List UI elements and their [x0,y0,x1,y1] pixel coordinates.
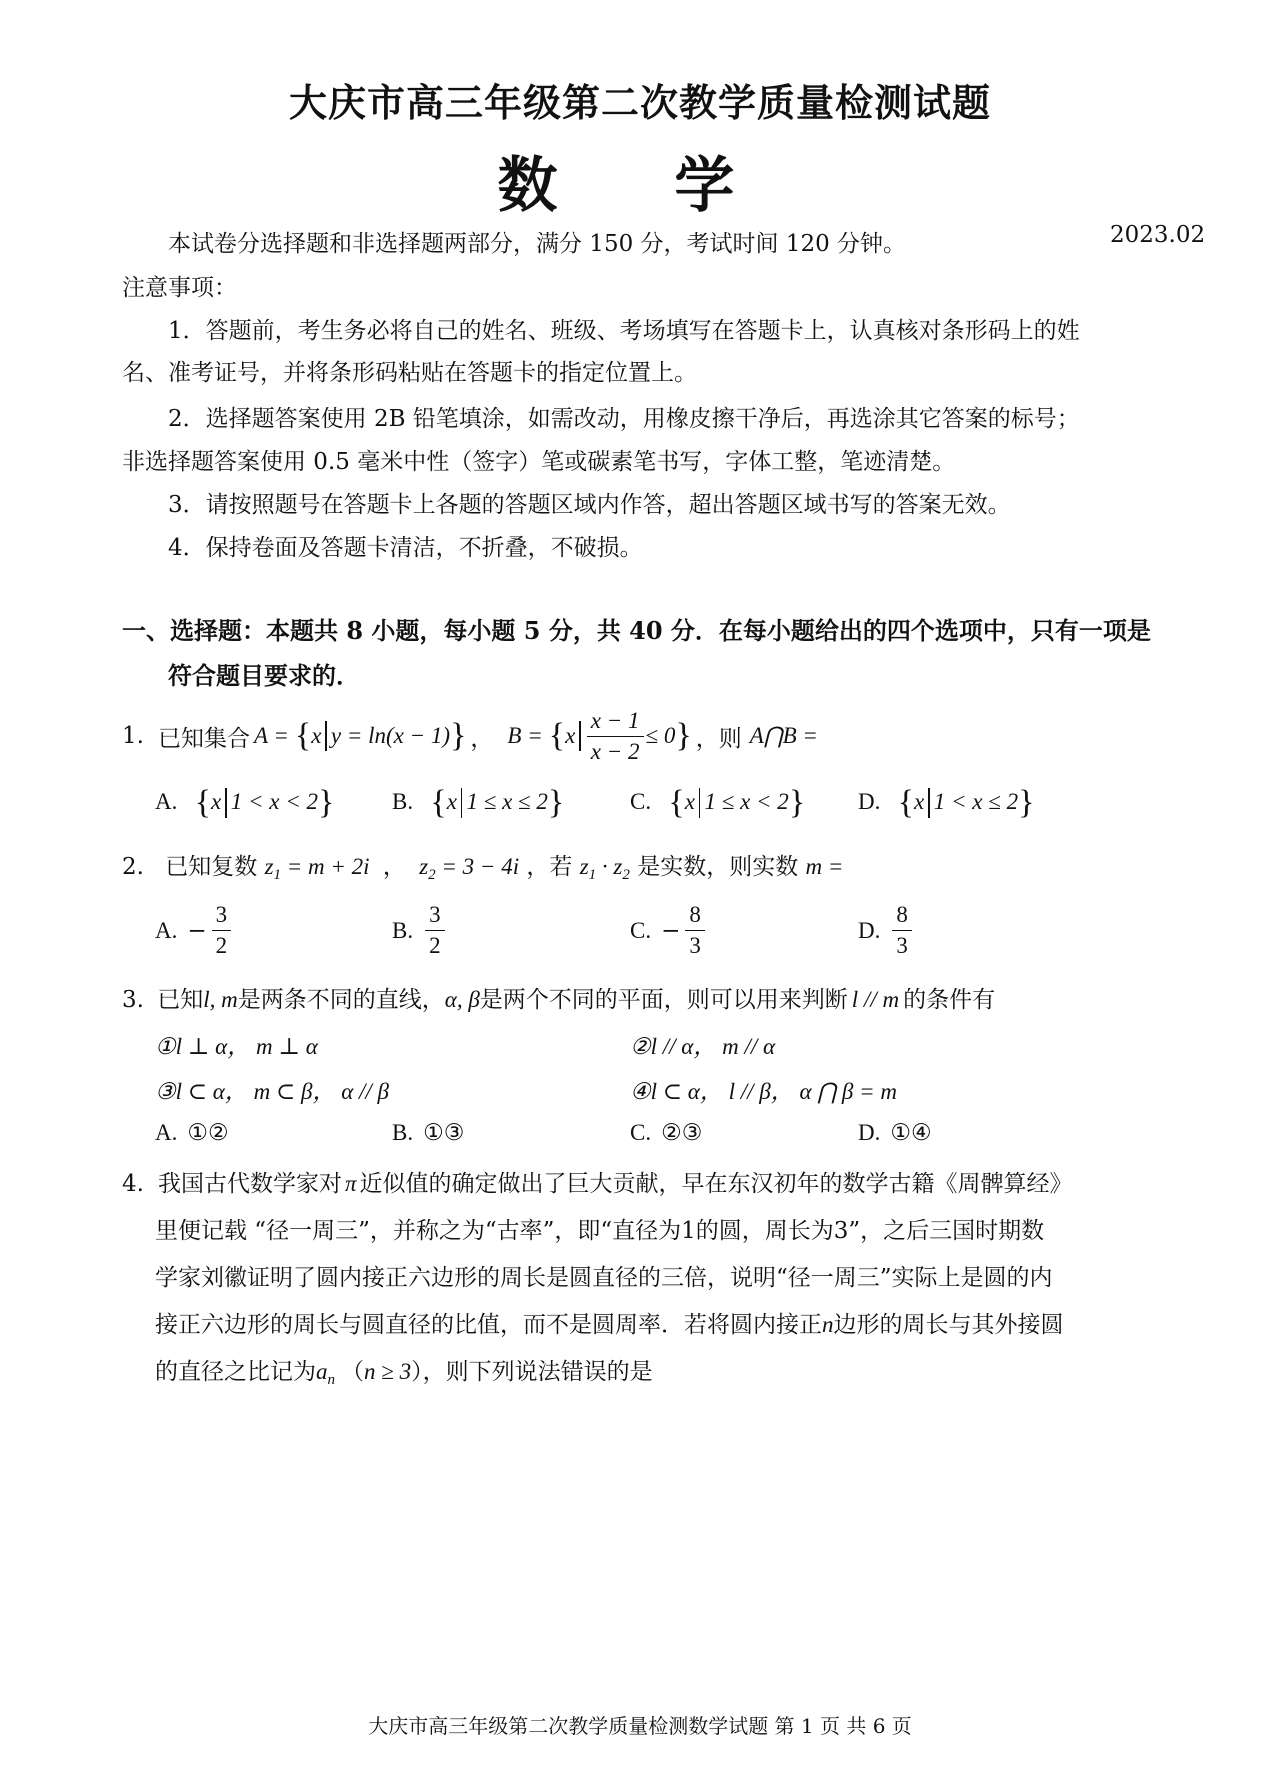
question-4-line-4 [155,1306,1064,1339]
set-var: x [565,723,576,748]
fraction-denominator: 3 [689,933,701,958]
set-var: x [684,789,695,814]
z-subscript: 2 [428,867,436,883]
fraction-numerator: 3 [212,900,232,931]
question-text: 已知复数 [165,854,258,880]
set-var: x [446,789,457,814]
notice-label: 注意事项： [122,275,237,301]
option-fraction [212,900,232,961]
q3-option-b[interactable] [392,1120,464,1146]
set-bar [579,721,581,751]
brace-close: } [1018,784,1035,821]
set-var: x [211,789,222,814]
subject-title: 数 学 [497,151,783,221]
set-bar [461,788,463,818]
brace-close: } [675,717,692,754]
n-subscript: n [327,1372,335,1388]
z-subscript: 2 [622,867,630,883]
set-b-fraction [587,706,644,767]
notice-2b: 非选择题答案使用 0.5 毫米中性（签字）笔或碳素笔书写，字体工整，笔迹清楚。 [122,449,956,475]
z2-var [613,854,630,883]
exam-title: 大庆市高三年级第二次教学质量检测试题 [288,80,991,125]
option-text: ②③ [661,1120,703,1146]
brace-open: { [897,784,915,821]
z2-var [419,854,436,883]
set-a-condition: y = ln(x − 1) [330,723,451,748]
brace-open: { [430,784,447,821]
question-4-line-1 [122,1165,1072,1198]
option-label: A. [155,917,178,943]
q3-condition-2: ②l // α， m // α [630,1034,776,1059]
notice-2a: 2．选择题答案使用 2B 铅笔填涂，如需改动，用橡皮擦干净后，再选涂其它答案的标号； [168,406,1080,432]
section-1-heading: 一、选择题：本题共 8 小题，每小题 5 分，共 40 分．在每小题给出的四个选项中，只有一项是 [122,616,1151,645]
fraction-denominator: 2 [429,933,441,958]
exam-date: 2023.02 [1110,222,1206,248]
question-2 [122,848,843,884]
q2-option-c[interactable] [630,900,707,961]
question-number: 2. [122,854,144,880]
question-text: 的条件有 [903,987,996,1013]
question-text: 是两条不同的直线， [237,987,445,1013]
notice-1b: 名、准考证号，并将条形码粘贴在答题卡的指定位置上。 [122,360,697,386]
q3-condition-1: ①l ⊥ α， m ⊥ α [155,1034,318,1059]
option-text: ①④ [890,1120,932,1146]
option-fraction [425,900,445,961]
brace-open: { [548,717,566,754]
option-fraction [892,900,912,961]
question-3 [122,981,995,1014]
brace-open: { [194,784,212,821]
fraction-numerator: 8 [892,900,912,931]
sequence-symbol [316,1359,335,1388]
fraction-numerator: 3 [425,900,445,931]
option-sign: − [661,917,681,944]
question-text: 是两个不同的平面，则可以用来判断 [479,987,848,1013]
z-symbol: z [264,854,274,879]
set-b-lhs: B = [507,723,543,748]
z1-var [579,854,597,883]
z-symbol: z [613,854,623,879]
option-label: A. [155,1120,178,1145]
set-bar [928,788,930,818]
q3-option-a[interactable] [155,1120,229,1146]
question-4-line-2: 里便记载 “径一周三”，并称之为“古率”，即“直径为1的圆，周长为3”，之后三国时期数 [155,1218,1045,1244]
question-text: 已知 [157,987,204,1013]
brace-close: } [788,784,806,821]
fraction-denominator: x − 2 [590,738,640,764]
notice-1a: 1．答题前，考生务必将自己的姓名、班级、考场填写在答题卡上，认真核对条形码上的姓 [168,318,1080,344]
fraction-numerator: x − 1 [587,706,644,737]
question-text: 接正六边形的周长与圆直径的比值，而不是圆周率．若将圆内接正 [155,1312,822,1338]
q1-option-c[interactable] [630,784,805,822]
comma: ， [382,854,406,880]
notice-3: 3．请按照题号在答题卡上各题的答题区域内作答，超出答题区域书写的答案无效。 [168,492,1011,518]
option-label: B. [392,789,414,814]
paren-open: （ [341,1359,364,1385]
n-condition: n ≥ 3 [364,1359,412,1384]
option-fraction [685,900,705,961]
option-text: ①③ [423,1120,465,1146]
option-condition: 1 < x ≤ 2 [933,789,1019,814]
question-ask: A⋂B = [749,723,818,748]
z-subscript: 1 [273,867,282,883]
brace-close: } [547,784,565,821]
question-number: 1. [122,723,144,749]
set-bar [225,788,227,818]
option-label: C. [630,1120,652,1145]
z-symbol: z [419,854,429,879]
option-label: D. [858,789,881,814]
set-bar [699,788,701,818]
brace-close: } [317,784,335,821]
question-text: ），则下列说法错误的是 [411,1359,653,1385]
q1-option-d[interactable] [858,784,1034,822]
option-label: A. [155,789,178,814]
option-condition: 1 ≤ x ≤ 2 [466,789,548,814]
z2-value: = 3 − 4i [435,854,520,879]
question-4-line-5 [155,1353,653,1389]
z-subscript: 1 [588,867,597,883]
option-label: D. [858,917,881,943]
option-label: B. [392,1120,414,1145]
planes-symbol: α, β [444,987,480,1012]
option-label: C. [630,789,652,814]
brace-open: { [294,717,312,754]
option-label: B. [392,917,414,943]
n-symbol: n [822,1312,834,1337]
section-1-heading-cont: 符合题目要求的． [168,661,360,690]
question-text: ，若 [526,854,573,880]
question-4-line-3: 学家刘徽证明了圆内接正六边形的周长是圆直径的三倍，说明“径一周三”实际上是圆的内 [155,1265,1053,1291]
option-condition: 1 ≤ x < 2 [704,789,789,814]
fraction-denominator: 3 [896,933,908,958]
z-symbol: z [579,854,589,879]
fraction-denominator: 2 [215,933,228,958]
set-a-lhs: A = [253,723,289,748]
z1-value: = m + 2i [281,854,370,879]
brace-close: } [450,717,467,754]
option-sign: − [187,917,207,944]
set-bar [325,721,327,751]
a-symbol: a [316,1359,328,1384]
question-1 [122,706,818,766]
question-ask: m = [805,854,844,879]
exam-summary: 本试卷分选择题和非选择题两部分，满分 150 分，考试时间 120 分钟。 [168,231,907,257]
notice-4: 4．保持卷面及答题卡清洁，不折叠，不破损。 [168,535,643,561]
q3-option-d[interactable] [858,1120,932,1146]
q2-option-a[interactable] [155,900,233,961]
question-number: 3. [122,987,144,1013]
q3-option-c[interactable] [630,1120,702,1146]
fraction-numerator: 8 [685,900,705,931]
product-dot: · [596,854,614,879]
q3-condition-4: ④l ⊂ α， l // β， α ⋂ β = m [630,1079,898,1104]
question-text: 我国古代数学家对 [157,1171,342,1197]
comma: ， [470,725,494,752]
pi-symbol: π [344,1171,357,1196]
q1-option-b[interactable] [392,784,564,822]
parallel-symbol: l // m [851,987,900,1012]
q2-option-b[interactable] [392,900,447,961]
question-text: 近似值的确定做出了巨大贡献，早在东汉初年的数学古籍《周髀算经》 [359,1171,1073,1197]
option-condition: 1 < x < 2 [230,789,318,814]
page-footer: 大庆市高三年级第二次教学质量检测数学试题 第 1 页 共 6 页 [368,1714,912,1738]
q1-option-a[interactable] [155,784,334,822]
option-text: ①② [187,1120,229,1146]
question-text: 是实数，则实数 [637,854,799,880]
set-var: x [311,723,322,748]
lines-symbol: l, m [203,987,238,1012]
question-text: 边形的周长与其外接圆 [833,1312,1064,1338]
option-label: D. [858,1120,881,1145]
q2-option-d[interactable] [858,900,914,961]
option-label: C. [630,917,652,943]
brace-open: { [668,784,685,821]
question-number: 4. [122,1171,144,1197]
question-text: 的直径之比记为 [155,1359,316,1385]
z1-var [264,854,282,883]
q3-condition-3: ③l ⊂ α， m ⊂ β， α // β [155,1079,389,1104]
question-text: 已知集合 [157,725,250,752]
set-var: x [914,789,925,814]
question-text: ，则 [695,725,742,752]
set-b-inequality: ≤ 0 [645,723,676,748]
